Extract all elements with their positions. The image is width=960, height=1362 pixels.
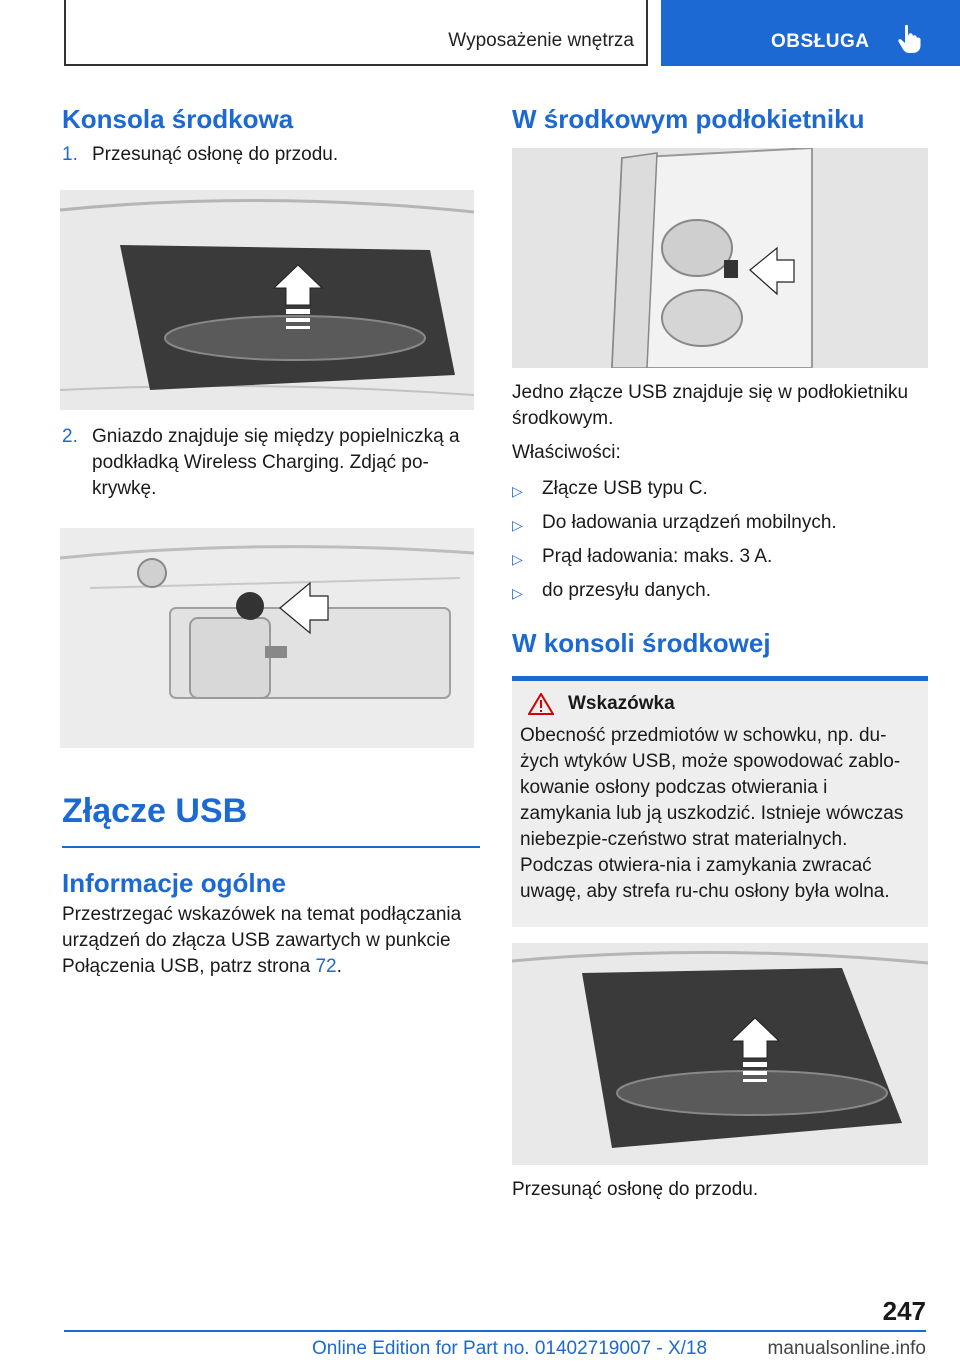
note-title: Wskazówka — [528, 693, 918, 715]
step-text: Przesunąć osłonę do przodu. — [92, 144, 339, 165]
figure-socket — [60, 528, 474, 748]
page-number: 247 — [882, 1296, 926, 1326]
general-info-heading: Informacje ogólne — [62, 868, 286, 898]
step-number: 2. — [62, 426, 78, 447]
figure-center-console — [512, 943, 928, 1165]
note-text: Obecność przedmiotów w schowku, np. du-żych wtyków USB, może spowodować zablo-kowanie osłony podczas otwierania i zamykania lub ją uszkodzić. Istnieje wówczas niebezpie-czeństwo strat materialnych. Podczas otwiera-nia i zamykania zwracać uwagę, aby strefa ru-chu osłony była wolna. — [520, 725, 904, 902]
triangle-bullet-icon: ▷ — [512, 585, 523, 601]
center-console-illustration — [512, 943, 928, 1165]
armrest-heading: W środkowym podłokietniku — [512, 104, 865, 134]
property-item: ▷ Prąd ładowania: maks. 3 A. — [512, 544, 928, 572]
armrest-text: Jedno złącze USB znajduje się w podłokietniku środkowym. — [512, 382, 909, 429]
left-column — [62, 100, 480, 980]
step-1 — [62, 142, 480, 168]
warning-note — [512, 681, 928, 927]
chapter-title: OBSŁUGA — [771, 31, 870, 52]
console-cover-illustration — [60, 190, 474, 410]
step-text: Gniazdo znajduje się między popielniczką a podkładką Wireless Charging. Zdjąć po-krywkę. — [92, 426, 460, 499]
triangle-bullet-icon: ▷ — [512, 517, 523, 533]
figure-console-cover — [60, 190, 474, 410]
footer-rule — [64, 1330, 926, 1332]
step-number: 1. — [62, 144, 78, 165]
center-console-heading: W konsoli środkowej — [512, 628, 771, 658]
step-2 — [62, 424, 480, 502]
watermark: manualsonline.info — [767, 1338, 926, 1359]
figure-caption: Przesunąć osłonę do przodu. — [512, 1179, 759, 1200]
right-column — [512, 100, 928, 1203]
socket-illustration — [60, 528, 474, 748]
hand-pointer-icon — [897, 24, 923, 54]
triangle-bullet-icon: ▷ — [512, 483, 523, 499]
property-item: ▷ do przesyłu danych. — [512, 578, 928, 606]
general-info-text: Przestrzegać wskazówek na temat podłączania urządzeń do złącza USB zawartych w punkcie Połączenia USB, patrz strona 72. — [62, 904, 462, 977]
heading-rule — [62, 846, 480, 848]
page-link[interactable]: 72 — [315, 956, 337, 977]
edition-text: Online Edition for Part no. 01402719007 - X/18 — [312, 1338, 708, 1359]
armrest-illustration — [512, 148, 928, 368]
header-section-box — [64, 0, 648, 66]
section-title: Wyposażenie wnętrza — [448, 30, 634, 51]
property-item: ▷ Złącze USB typu C. — [512, 476, 928, 504]
properties-label: Właściwości: — [512, 442, 621, 463]
console-heading: Konsola środkowa — [62, 104, 294, 134]
usb-heading: Złącze USB — [62, 792, 248, 830]
figure-armrest — [512, 148, 928, 368]
warning-triangle-icon — [528, 693, 554, 715]
triangle-bullet-icon: ▷ — [512, 551, 523, 567]
header-chapter-tab[interactable] — [661, 0, 960, 66]
property-item: ▷ Do ładowania urządzeń mobilnych. — [512, 510, 928, 538]
